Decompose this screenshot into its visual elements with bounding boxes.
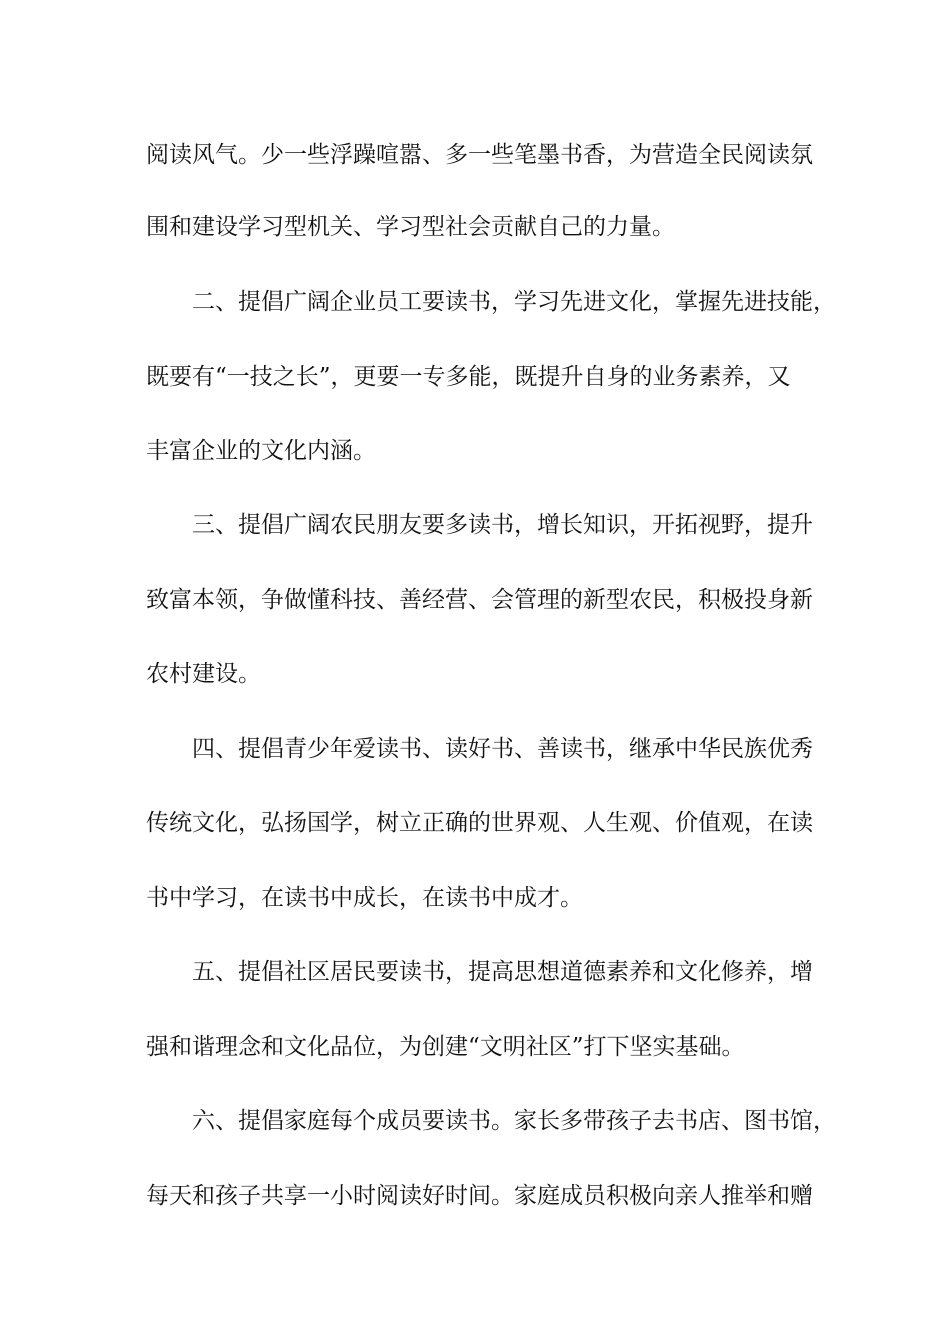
- text-line: 丰富企业的文化内涵。: [146, 438, 376, 464]
- text-line: 强和谐理念和文化品位，为创建“文明社区”打下坚实基础。: [146, 1034, 745, 1060]
- paragraph-2-first-line: 二、提倡广阔企业员工要读书，学习先进文化，掌握先进技能，: [192, 289, 836, 315]
- text-line: 书中学习，在读书中成长，在读书中成才。: [146, 885, 583, 911]
- paragraph-5-first-line: 五、提倡社区居民要读书，提高思想道德素养和文化修养，增: [192, 959, 813, 985]
- paragraph-4-first-line: 四、提倡青少年爱读书、读好书、善读书，继承中华民族优秀: [192, 736, 813, 762]
- text-line: 农村建设。: [146, 661, 261, 687]
- text-line: 阅读风气。少一些浮躁喧嚣、多一些笔墨书香，为营造全民阅读氛: [146, 142, 813, 168]
- paragraph-3-first-line: 三、提倡广阔农民朋友要多读书，增长知识，开拓视野，提升: [192, 512, 813, 538]
- paragraph-6-first-line: 六、提倡家庭每个成员要读书。家长多带孩子去书店、图书馆，: [192, 1108, 836, 1134]
- text-line: 致富本领，争做懂科技、善经营、会管理的新型农民，积极投身新: [146, 587, 813, 613]
- text-line: 每天和孩子共享一小时阅读好时间。家庭成员积极向亲人推举和赠: [146, 1183, 813, 1209]
- text-line: 既要有“一技之长”，更要一专多能，既提升自身的业务素养，又: [146, 364, 791, 390]
- text-line: 围和建设学习型机关、学习型社会贡献自己的力量。: [146, 214, 675, 240]
- text-line: 传统文化，弘扬国学，树立正确的世界观、人生观、价值观，在读: [146, 810, 813, 836]
